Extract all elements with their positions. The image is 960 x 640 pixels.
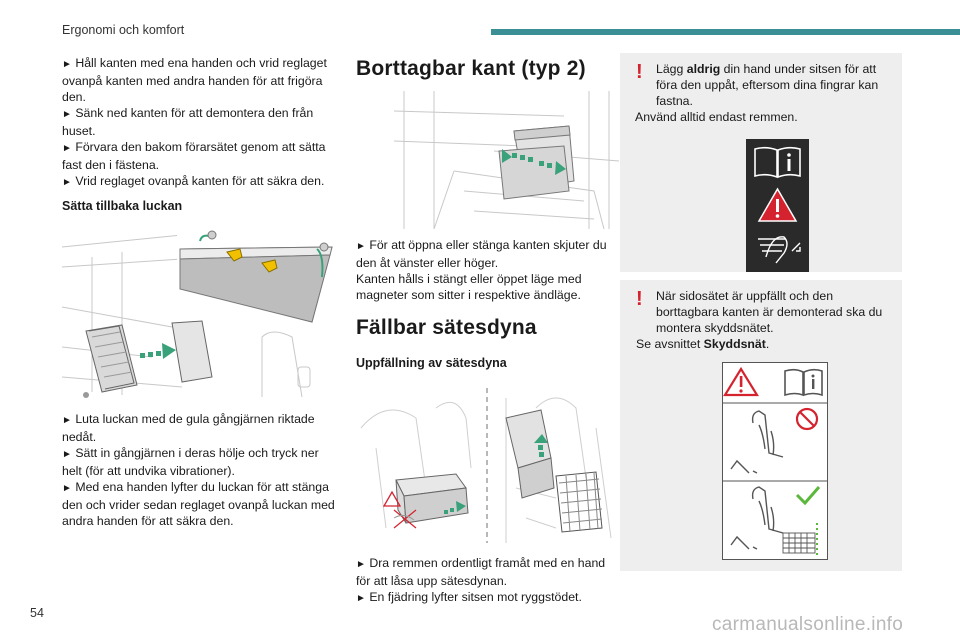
net-icon [783,533,815,553]
step: ► Förvara den bakom förarsätet genom att sätta fast den i fästena. [62,140,326,172]
manual-book-icon [785,370,822,395]
subheading-seat-raise: Uppfällning av sätesdyna [356,356,507,370]
checkmark-icon [797,487,819,503]
step: ► För att öppna eller stänga kanten skjuter du den åt vänster eller höger. [356,238,607,270]
warning-reference: Se avsnittet Skyddsnät. [636,337,770,351]
figure-removable-edge [394,91,619,229]
step: ► Sätt in gångjärnen i deras hölje och tryck ner helt (för att undvika vibrationer). [62,446,319,478]
step: ► Håll kanten med ena handen och vrid reglaget ovanpå kanten med andra handen för att frigöra den. [62,56,327,104]
warning-pictogram [746,139,809,272]
section-title: Ergonomi och komfort [62,23,185,37]
warning-triangle-icon [725,369,757,395]
warning-exclamation-icon: ! [636,288,643,310]
net-pictogram [722,362,828,560]
step: ► Med ena handen lyfter du luckan för att stänga den och vrider sedan reglaget ovanpå luckan med andra handen för att säkra den. [62,480,335,528]
warning-text: ! När sidosätet är uppfällt och den borttagbara kanten är demonterad ska du montera skyddsnätet. [636,288,883,335]
subheading-refit: Sätta tillbaka luckan [62,199,183,213]
warning-exclamation-icon: ! [636,61,643,83]
heading-removable-edge: Borttagbar kant (typ 2) [356,57,586,80]
seat-with-net-icon [731,487,783,549]
warning-box-net [620,280,902,571]
header-accent-bar [491,29,960,35]
warning-note: Använd alltid endast remmen. [635,110,798,124]
hand-pinch-icon [758,237,800,263]
magnet-note: Kanten hålls i stängt eller öppet läge med magneter som sitter i respektive ändläge. [356,272,582,302]
column-2 [356,55,618,607]
manual-book-icon [752,144,803,180]
step: ► Vrid reglaget ovanpå kanten för att säkra den. [62,174,325,188]
heading-foldable-seat: Fällbar sätesdyna [356,316,537,339]
warning-box-hand [620,53,902,272]
watermark: carmanualsonline.info [712,614,904,635]
figure-refit-flap [62,227,340,399]
warning-triangle-icon [759,189,796,221]
seat-no-net-icon [731,411,783,473]
figure-seat-cushion [356,388,618,543]
column-1 [62,55,340,529]
step: ► En fjädring lyfter sitsen mot ryggstödet. [356,590,582,604]
step: ► Dra remmen ordentligt framåt med en hand för att låsa upp sätesdynan. [356,556,606,588]
page-number: 54 [30,606,44,620]
warning-text: ! Lägg aldrig din hand under sitsen för att föra den uppåt, eftersom dina fingrar kan fastna. [636,61,879,108]
step: ► Luta luckan med de gula gångjärnen riktade nedåt. [62,412,315,444]
step: ► Sänk ned kanten för att demontera den från huset. [62,106,314,138]
prohibited-icon [797,409,817,429]
